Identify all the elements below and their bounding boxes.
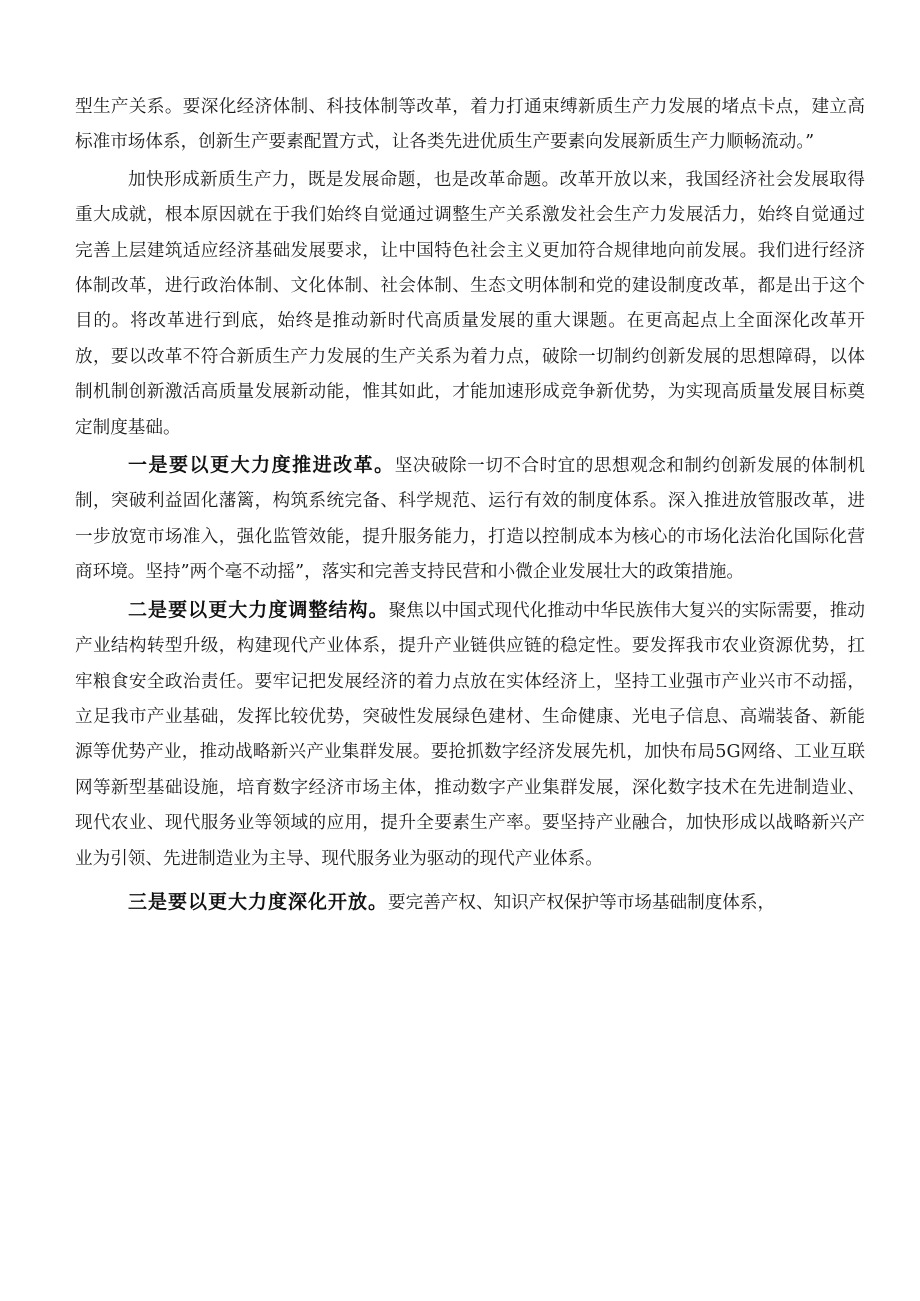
paragraph-lead-heading: 一是要以更大力度推进改革。 [128, 454, 395, 477]
paragraph-point-three [75, 885, 865, 921]
paragraph-text: 要完善产权、知识产权保护等市场基础制度体系， [388, 892, 776, 913]
paragraph-text: 加快形成新质生产力，既是发展命题，也是改革命题。改革开放以来，我国经济社会发展取得重大成就，根本原因就在于我们始终自觉通过调整生产关系激发社会生产力发展活力，始终自觉通过完善上层建筑适应经济基础发展要求，让中国特色社会主义更加符合规律地向前发展。我们进行经济体制改革，进行政治体制、文化体制、社会体制、生态文明体制和党的建设制度改革，都是出于这个目的。将改革进行到底，始终是推动新时代高质量发展的重大课题。在更高起点上全面深化改革开放，要以改革不符合新质生产力发展的生产关系为着力点，破除一切制约创新发展的思想障碍，以体制机制创新激活高质量发展新动能，惟其如此，才能加速形成竞争新优势，为实现高质量发展目标奠定制度基础。 [75, 169, 865, 438]
document-body [75, 90, 865, 921]
paragraph-text: 坚决破除一切不合时宜的思想观念和制约创新发展的体制机制，突破利益固化藩篱，构筑系统完备、科学规范、运行有效的制度体系。深入推进放管服改革，进一步放宽市场准入，强化监管效能，提升服务能力，打造以控制成本为核心的市场化法治化国际化营商环境。坚持”两个毫不动摇”，落实和完善支持民营和小微企业发展壮大的政策措施。 [75, 456, 865, 583]
paragraph-point-one [75, 448, 865, 591]
paragraph-continued [75, 90, 865, 161]
paragraph-text: 聚焦以中国式现代化推动中华民族伟大复兴的实际需要，推动产业结构转型升级，构建现代产业体系，提升产业链供应链的稳定性。要发挥我市农业资源优势，扛牢粮食安全政治责任。要牢记把发展经济的着力点放在实体经济上，坚持工业强市产业兴市不动摇，立足我市产业基础，发挥比较优势，突破性发展绿色建材、生命健康、光电子信息、高端装备、新能源等优势产业，推动战略新兴产业集群发展。要抢抓数字经济发展先机，加快布局5G网络、工业互联网等新型基础设施，培育数字经济市场主体，推动数字产业集群发展，深化数字技术在先进制造业、现代农业、现代服务业等领域的应用，提升全要素生产率。要坚持产业融合，加快形成以战略新兴产业为引领、先进制造业为主导、现代服务业为驱动的现代产业体系。 [75, 600, 865, 869]
paragraph-reform-intro [75, 163, 865, 446]
paragraph-lead-heading: 二是要以更大力度调整结构。 [128, 598, 389, 621]
paragraph-lead-heading: 三是要以更大力度深化开放。 [128, 890, 389, 913]
paragraph-text: 型生产关系。要深化经济体制、科技体制等改革，着力打通束缚新质生产力发展的堵点卡点，建立高标准市场体系，创新生产要素配置方式，让各类先进优质生产要素向发展新质生产力顺畅流动。” [75, 97, 865, 153]
paragraph-point-two [75, 593, 865, 877]
